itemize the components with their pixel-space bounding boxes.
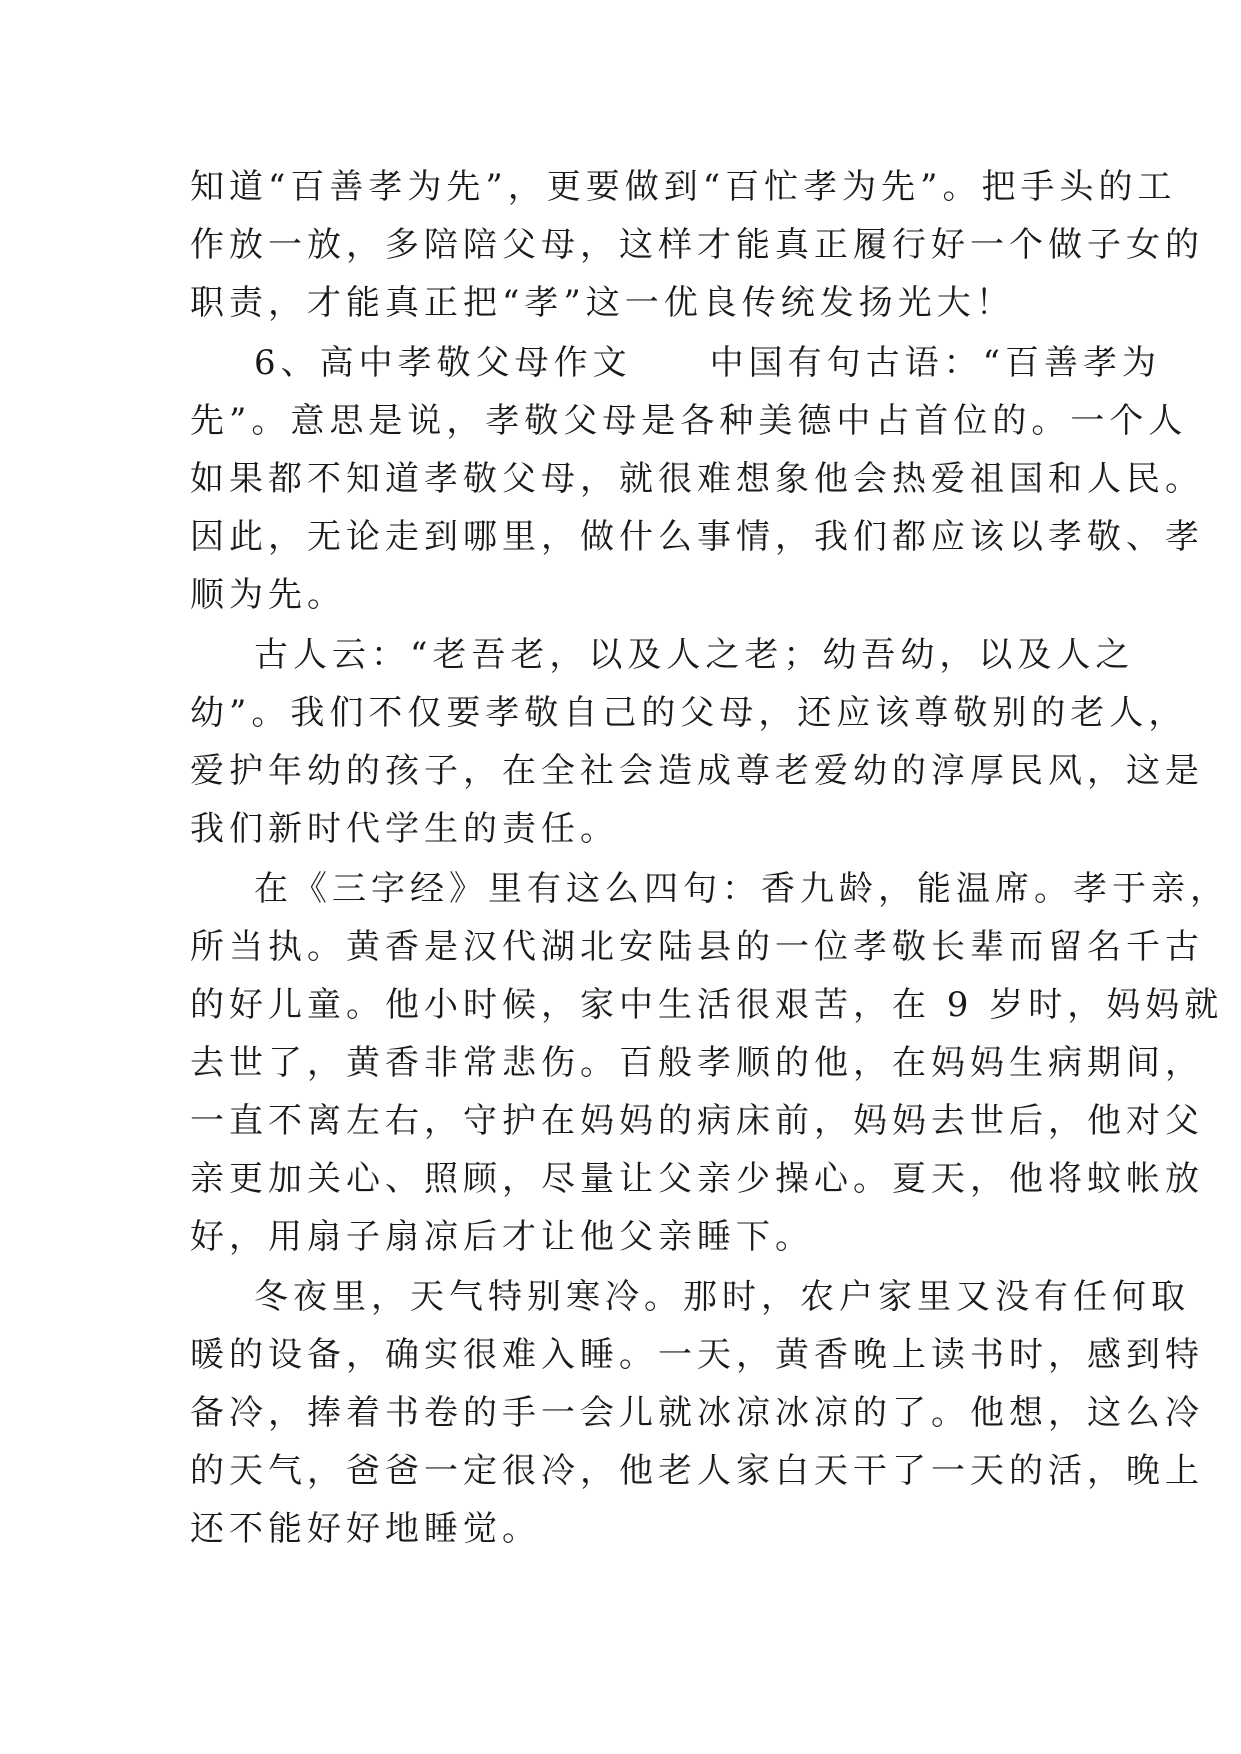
text-line: 在《三字经》里有这么四句：香九龄，能温席。孝于亲， xyxy=(254,869,1229,909)
text-line: 6、高中孝敬父母作文 中国有句古语：“百善孝为 xyxy=(254,343,1162,383)
text-line: 作放一放，多陪陪父母，这样才能真正履行好一个做子女的 xyxy=(190,225,1204,265)
text-line: 好，用扇子扇凉后才让他父亲睡下。 xyxy=(190,1217,814,1257)
text-line: 去世了，黄香非常悲伤。百般孝顺的他，在妈妈生病期间， xyxy=(190,1043,1204,1083)
text-line: 知道“百善孝为先”，更要做到“百忙孝为先”。把手头的工 xyxy=(190,167,1177,207)
text-line: 一直不离左右，守护在妈妈的病床前，妈妈去世后，他对父 xyxy=(190,1101,1204,1141)
text-line: 幼”。我们不仅要孝敬自己的父母，还应该尊敬别的老人， xyxy=(190,693,1188,733)
text-line: 职责，才能真正把“孝”这一优良传统发扬光大！ xyxy=(190,283,1015,323)
text-line: 爱护年幼的孩子，在全社会造成尊老爱幼的淳厚民风，这是 xyxy=(190,751,1204,791)
text-line: 如果都不知道孝敬父母，就很难想象他会热爱祖国和人民。 xyxy=(190,459,1204,499)
text-line: 备冷，捧着书卷的手一会儿就冰凉冰凉的了。他想，这么冷 xyxy=(190,1393,1204,1433)
text-line: 的好儿童。他小时候，家中生活很艰苦，在 9 岁时，妈妈就 xyxy=(190,985,1224,1025)
text-line: 因此，无论走到哪里，做什么事情，我们都应该以孝敬、孝 xyxy=(190,517,1204,557)
text-line: 我们新时代学生的责任。 xyxy=(190,809,619,849)
text-line: 先”。意思是说，孝敬父母是各种美德中占首位的。一个人 xyxy=(190,401,1188,441)
text-line: 暖的设备，确实很难入睡。一天，黄香晚上读书时，感到特 xyxy=(190,1335,1204,1375)
text-line: 冬夜里，天气特别寒冷。那时，农户家里又没有任何取 xyxy=(254,1277,1190,1317)
text-line: 还不能好好地睡觉。 xyxy=(190,1509,541,1549)
text-line: 所当执。黄香是汉代湖北安陆县的一位孝敬长辈而留名千古 xyxy=(190,927,1204,967)
text-line: 古人云：“老吾老，以及人之老；幼吾幼，以及人之 xyxy=(254,635,1135,675)
text-line: 顺为先。 xyxy=(190,575,346,615)
text-line: 的天气，爸爸一定很冷，他老人家白天干了一天的活，晚上 xyxy=(190,1451,1204,1491)
text-line: 亲更加关心、照顾，尽量让父亲少操心。夏天，他将蚊帐放 xyxy=(190,1159,1204,1199)
